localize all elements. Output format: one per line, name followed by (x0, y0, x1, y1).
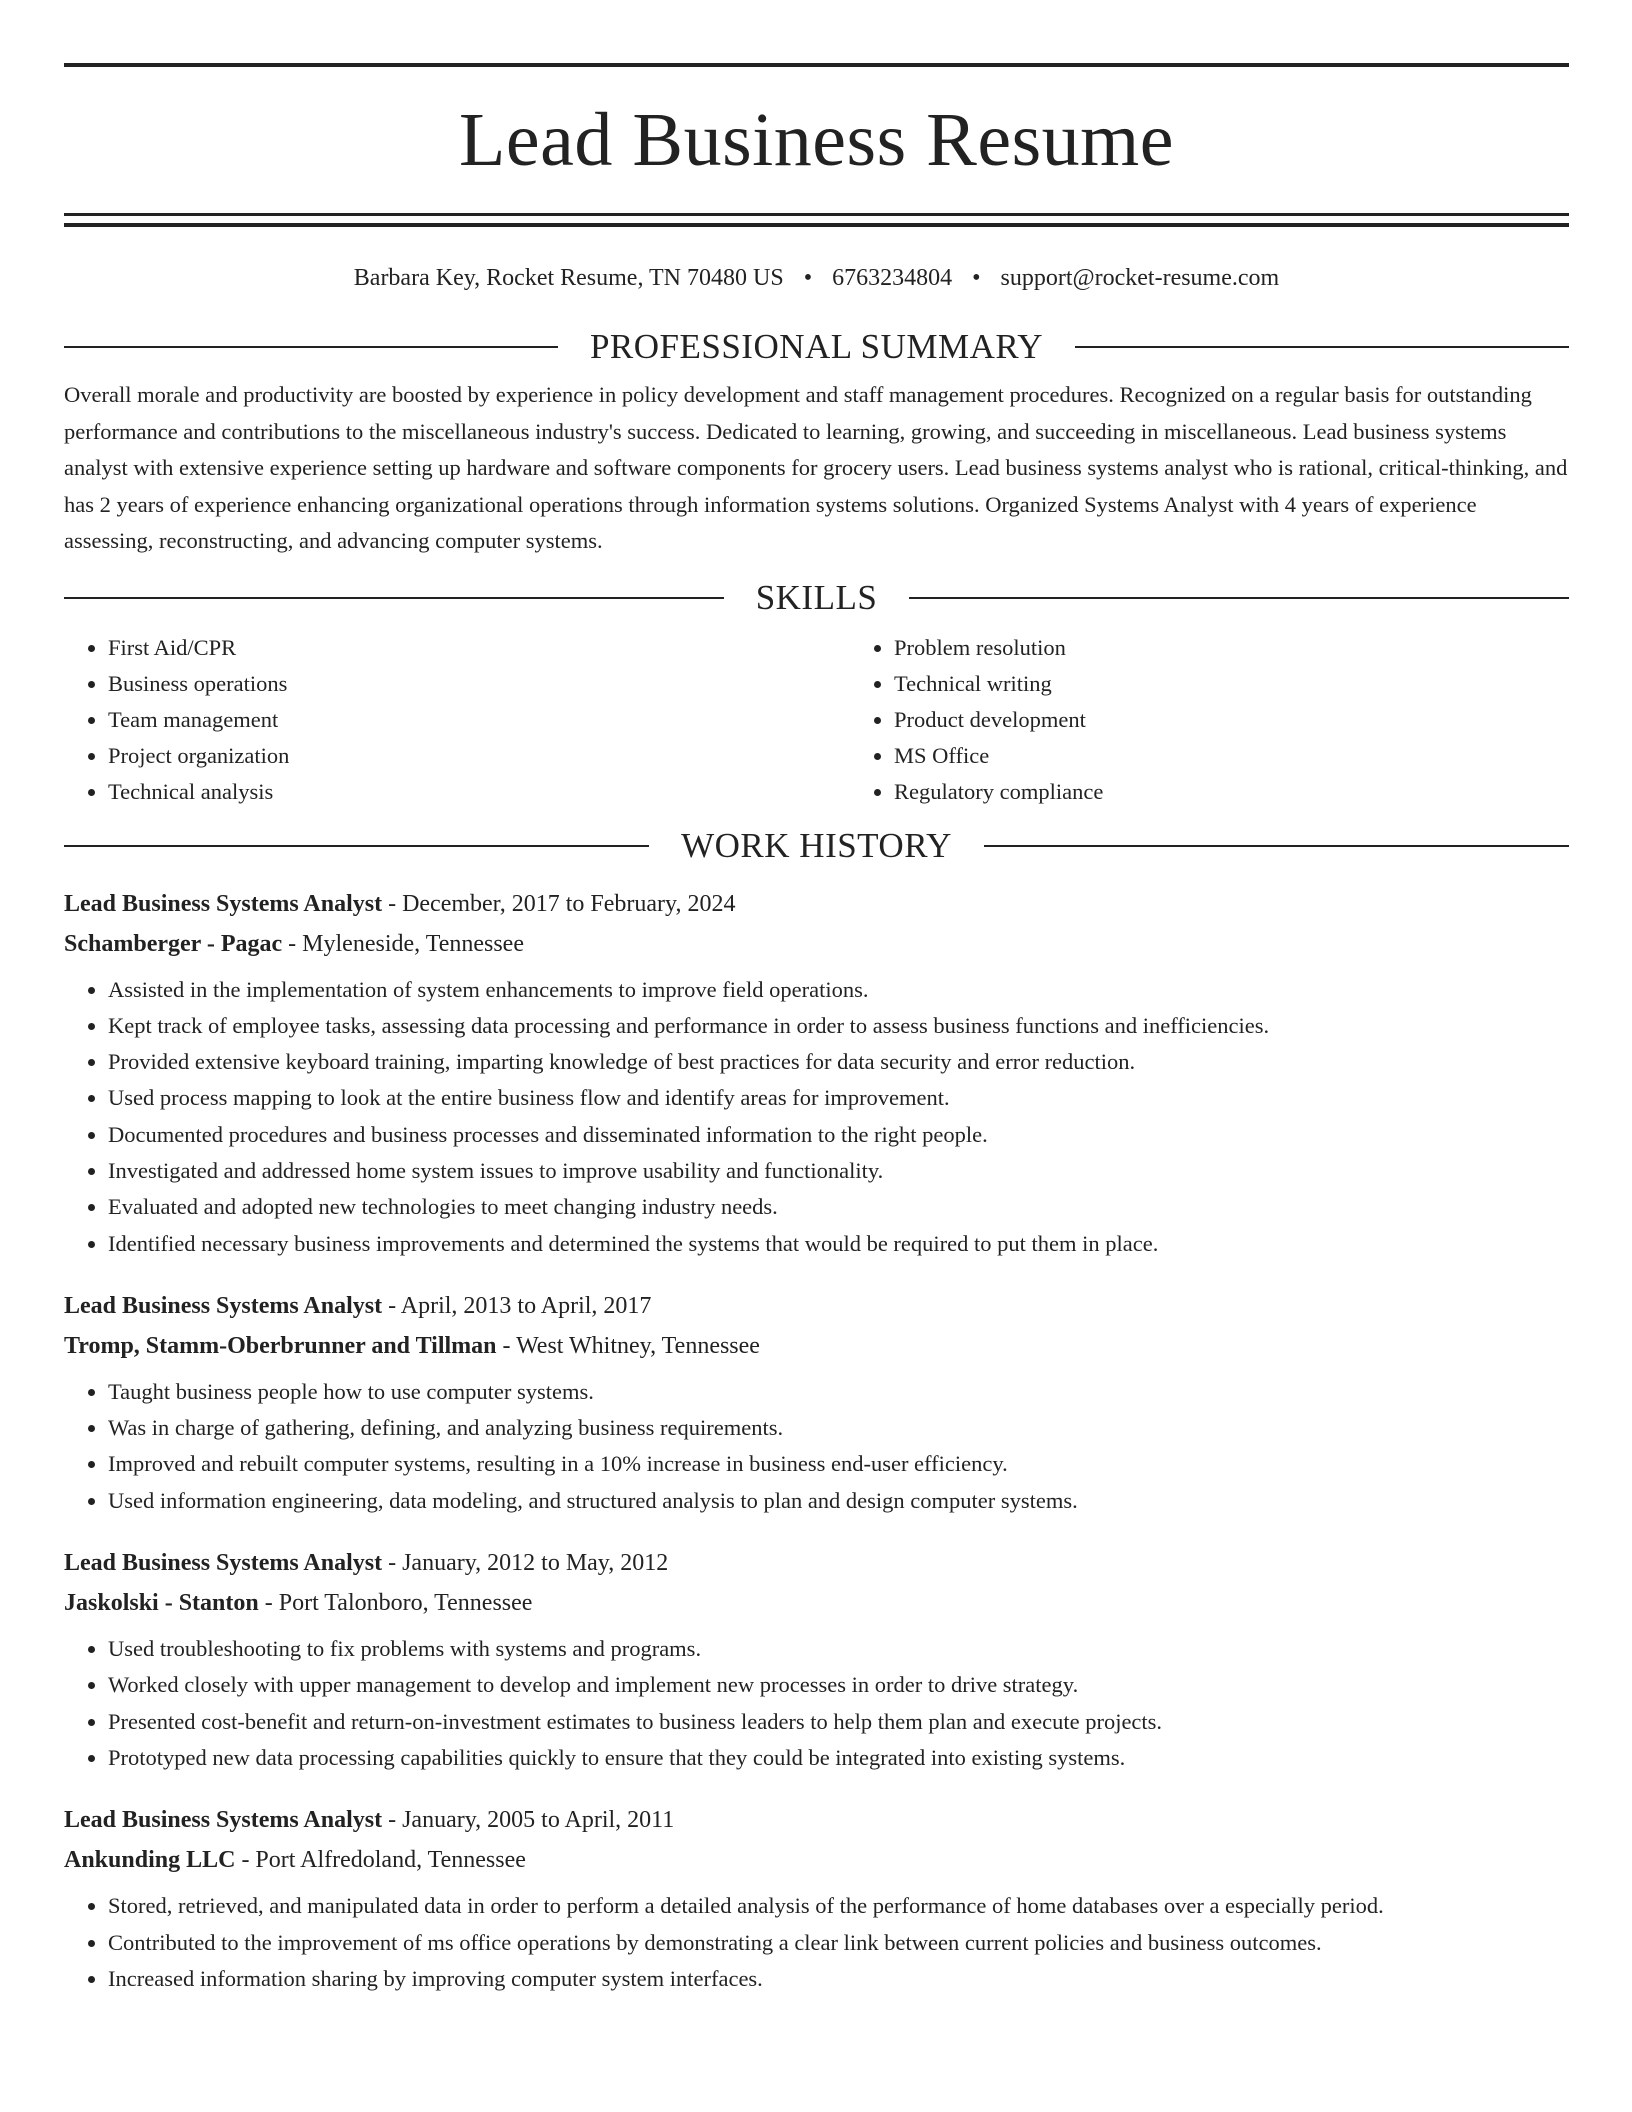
job-bullet: • Improved and rebuilt computer systems, resulting in a 10% increase in business end-user efficiency. (108, 1446, 1569, 1482)
skill-item: • Regulatory compliance (894, 774, 1632, 810)
skill-item: • First Aid/CPR (108, 630, 850, 666)
summary-heading (64, 327, 1569, 367)
job-dates: - January, 2005 to April, 2011 (382, 1807, 675, 1834)
job-title-line (64, 884, 1569, 924)
job-bullet: • Stored, retrieved, and manipulated data in order to perform a detailed analysis of the performance of home databases over a especially period. (108, 1888, 1569, 1924)
job-bullets (64, 1631, 1569, 1776)
top-rule (64, 63, 1569, 67)
skills-column-right (850, 630, 1632, 810)
job-dates: - December, 2017 to February, 2024 (382, 890, 736, 917)
contact-phone: 6763234804 (832, 265, 953, 291)
skills-heading-label: SKILLS (755, 577, 878, 617)
job-company-line (64, 924, 1569, 964)
contact-separator: • (803, 265, 813, 291)
skill-item: • Technical analysis (108, 774, 850, 810)
heading-rule-right (1075, 346, 1569, 348)
skills-heading (64, 578, 1569, 618)
contact-email: support@rocket-resume.com (1000, 265, 1280, 291)
job-bullet: • Investigated and addressed home system issues to improve usability and functionality. (108, 1153, 1569, 1189)
title-rule-upper (64, 213, 1569, 216)
document-title: Lead Business Resume (458, 98, 1174, 182)
job-entry (64, 884, 1569, 1262)
heading-rule-left (64, 845, 649, 847)
job-bullet: • Contributed to the improvement of ms office operations by demonstrating a clear link between current policies and business outcomes. (108, 1925, 1569, 1961)
contact-line (64, 263, 1569, 293)
summary-heading-label: PROFESSIONAL SUMMARY (589, 327, 1044, 366)
work-history-heading-label: WORK HISTORY (681, 825, 952, 865)
heading-rule-left (64, 597, 724, 599)
job-bullets (64, 1888, 1569, 1997)
skill-item: • Team management (108, 702, 850, 738)
job-bullet: • Prototyped new data processing capabilities quickly to ensure that they could be integrated into existing systems. (108, 1740, 1569, 1776)
contact-address: Barbara Key, Rocket Resume, TN 70480 US (353, 265, 784, 291)
job-bullet: • Kept track of employee tasks, assessing data processing and performance in order to assess business functions and inefficiencies. (108, 1008, 1569, 1044)
job-bullets (64, 972, 1569, 1262)
job-bullet: • Was in charge of gathering, defining, and analyzing business requirements. (108, 1410, 1569, 1446)
job-company: Schamberger - Pagac (64, 930, 283, 957)
job-title: Lead Business Systems Analyst (64, 890, 383, 917)
skill-item: • Product development (894, 702, 1632, 738)
skill-item: • Technical writing (894, 666, 1632, 702)
job-bullets (64, 1374, 1569, 1519)
job-title: Lead Business Systems Analyst (64, 1807, 383, 1834)
job-title-line (64, 1543, 1569, 1583)
skill-item: • Business operations (108, 666, 850, 702)
job-company: Jaskolski - Stanton (64, 1590, 259, 1617)
job-company: Ankunding LLC (64, 1847, 236, 1874)
job-entry (64, 1543, 1569, 1776)
job-dates: - April, 2013 to April, 2017 (382, 1292, 652, 1319)
job-title: Lead Business Systems Analyst (64, 1292, 383, 1319)
job-title: Lead Business Systems Analyst (64, 1550, 383, 1577)
job-bullet: • Worked closely with upper management to develop and implement new processes in order to drive strategy. (108, 1667, 1569, 1703)
job-bullet: • Presented cost-benefit and return-on-investment estimates to business leaders to help them plan and execute projects. (108, 1704, 1569, 1740)
skill-item: • Problem resolution (894, 630, 1632, 666)
job-location: - Myleneside, Tennessee (282, 930, 524, 957)
job-company-line (64, 1840, 1569, 1880)
work-history-heading (64, 826, 1569, 866)
summary-text: Overall morale and productivity are boosted by experience in policy development and staff management procedures. Recognized on a regular basis for outstanding performance and contributions to the miscellaneous industry's success. Dedicated to learning, growing, and succeeding in miscellaneous. Lead business systems analyst with extensive experience setting up hardware and software components for grocery users. Lead business systems analyst who is rational, critical-thinking, and has 2 years of experience enhancing organizational operations through information systems solutions. Organized Systems Analyst with 4 years of experience assessing, reconstructing, and advancing computer systems. (64, 382, 1568, 553)
job-bullet: • Used process mapping to look at the entire business flow and identify areas for improvement. (108, 1080, 1569, 1116)
job-company-line (64, 1326, 1569, 1366)
job-bullet: • Increased information sharing by improving computer system interfaces. (108, 1961, 1569, 1997)
job-bullet: • Taught business people how to use computer systems. (108, 1374, 1569, 1410)
skill-item: • MS Office (894, 738, 1632, 774)
job-bullet: • Provided extensive keyboard training, imparting knowledge of best practices for data security and error reduction. (108, 1044, 1569, 1080)
heading-rule-right (984, 845, 1569, 847)
title-rule-lower (64, 223, 1569, 227)
job-company: Tromp, Stamm-Oberbrunner and Tillman (64, 1332, 497, 1359)
skill-item: • Project organization (108, 738, 850, 774)
job-bullet: • Documented procedures and business processes and disseminated information to the right people. (108, 1117, 1569, 1153)
job-entry (64, 1800, 1569, 1997)
job-title-line (64, 1800, 1569, 1840)
skills-list (64, 630, 1569, 810)
job-bullet: • Evaluated and adopted new technologies to meet changing industry needs. (108, 1189, 1569, 1225)
job-location: - West Whitney, Tennessee (496, 1332, 760, 1359)
job-bullet: • Used information engineering, data modeling, and structured analysis to plan and design computer systems. (108, 1483, 1569, 1519)
skills-column-left (64, 630, 850, 810)
work-history-list (64, 884, 1569, 1998)
job-location: - Port Alfredoland, Tennessee (235, 1847, 526, 1874)
heading-rule-right (909, 597, 1569, 599)
job-bullet: • Used troubleshooting to fix problems with systems and programs. (108, 1631, 1569, 1667)
job-bullet: • Identified necessary business improvements and determined the systems that would be required to put them in place. (108, 1226, 1569, 1262)
job-title-line (64, 1286, 1569, 1326)
resume-content (64, 0, 1569, 1997)
job-company-line (64, 1583, 1569, 1623)
heading-rule-left (64, 346, 558, 348)
job-entry (64, 1286, 1569, 1519)
job-location: - Port Talonboro, Tennessee (258, 1590, 533, 1617)
job-bullet: • Assisted in the implementation of system enhancements to improve field operations. (108, 972, 1569, 1008)
contact-separator: • (972, 265, 981, 291)
job-dates: - January, 2012 to May, 2012 (382, 1550, 669, 1577)
